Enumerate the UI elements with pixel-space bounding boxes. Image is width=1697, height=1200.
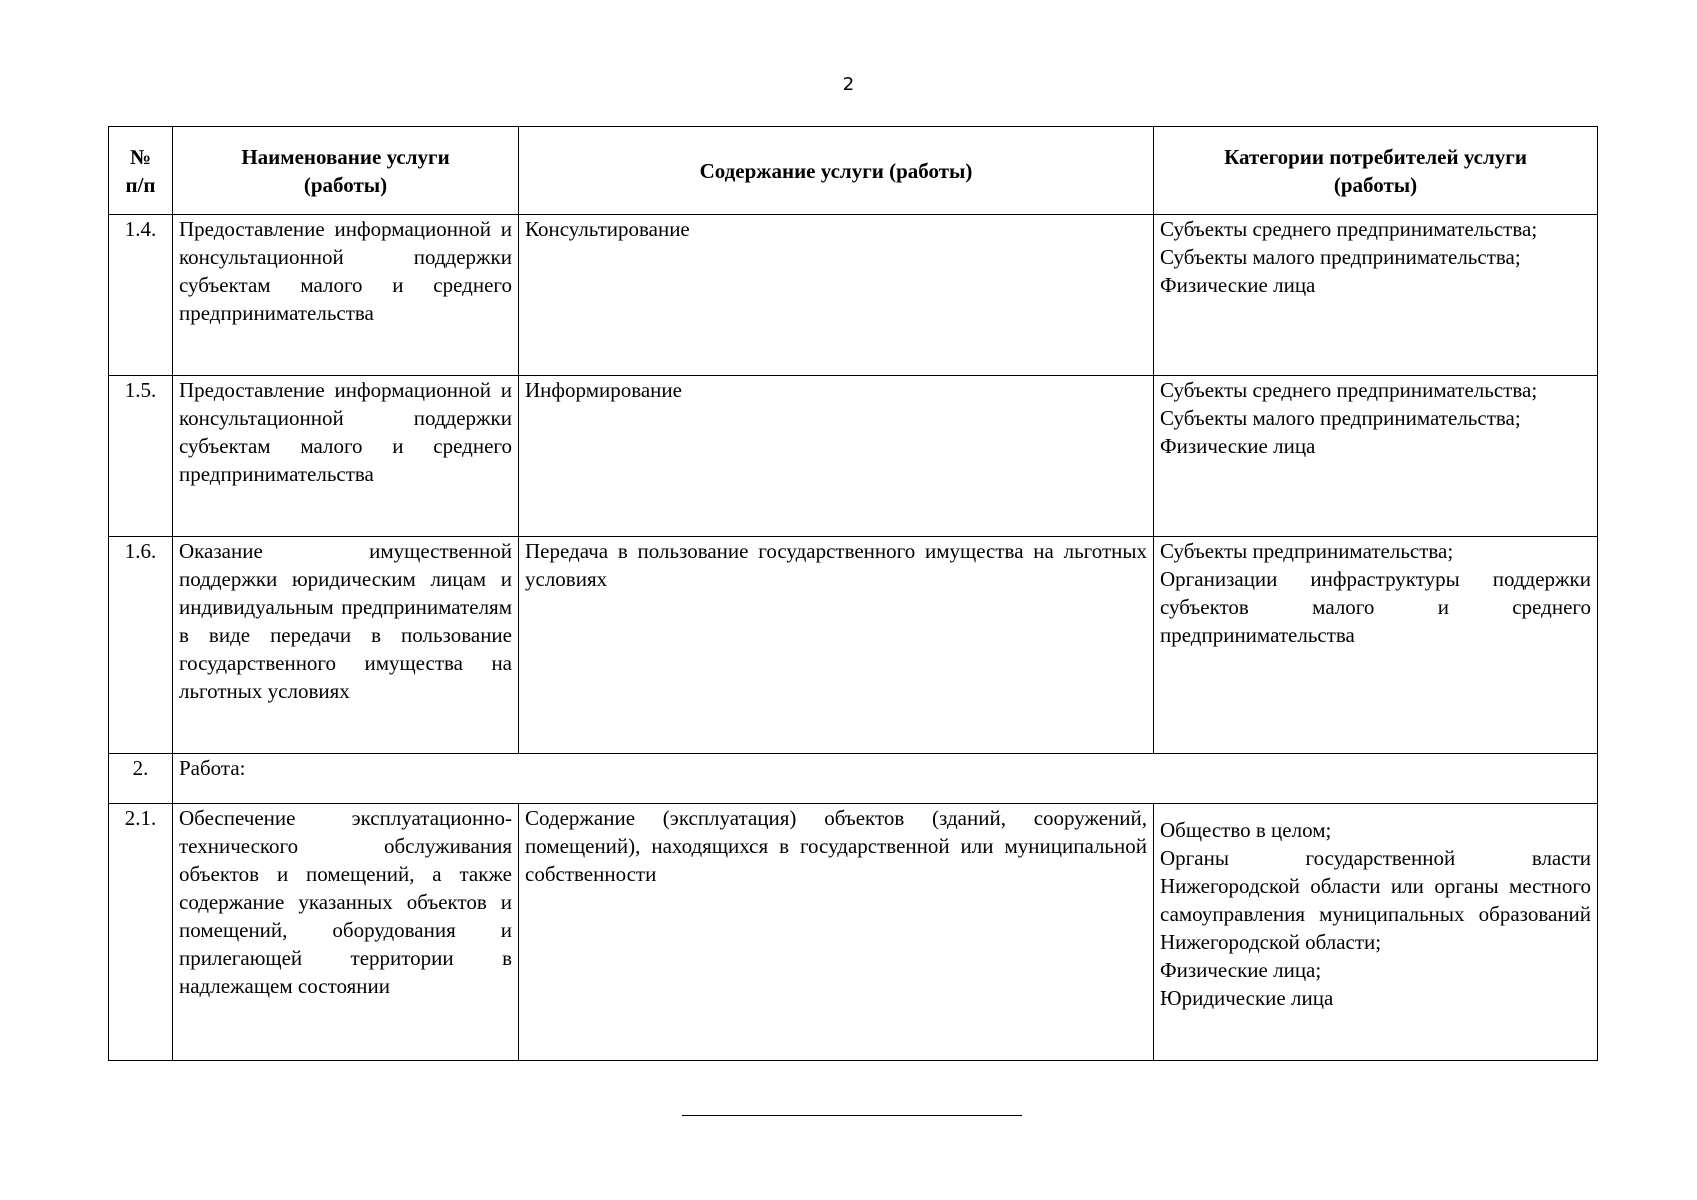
- row-number: 2.: [109, 754, 173, 804]
- service-consumers: [1154, 376, 1598, 537]
- header-num-line2: п/п: [125, 172, 156, 197]
- row-number: 1.6.: [109, 537, 173, 754]
- section-row: [109, 754, 1598, 804]
- service-name: Предоставление информационной и консультационной поддержки субъектам малого и среднего предпринимательства: [173, 376, 519, 537]
- consumer-item: Субъекты среднего предпринимательства;: [1160, 217, 1538, 241]
- service-name: Оказание имущественной поддержки юридическим лицам и индивидуальным предпринимателям в виде передачи в пользование государственного имущества на льготных условиях: [173, 537, 519, 754]
- table-row: [109, 376, 1598, 537]
- row-number: 1.5.: [109, 376, 173, 537]
- header-num: [109, 127, 173, 215]
- header-consumers-line2: (работы): [1333, 172, 1418, 197]
- consumer-item: Организации инфраструктуры поддержки субъектов малого и среднего предпринимательства: [1160, 567, 1591, 647]
- consumer-item: Физические лица;: [1160, 958, 1322, 982]
- service-content: Содержание (эксплуатация) объектов (зданий, сооружений, помещений), находящихся в государственной или муниципальной собственности: [519, 804, 1154, 1061]
- service-content: Консультирование: [519, 215, 1154, 376]
- row-number: 1.4.: [109, 215, 173, 376]
- consumer-item: Субъекты малого предпринимательства;: [1160, 245, 1521, 269]
- header-name-line2: (работы): [303, 172, 388, 197]
- service-content: Передача в пользование государственного имущества на льготных условиях: [519, 537, 1154, 754]
- footer-divider: [682, 1115, 1022, 1116]
- page-number: 2: [842, 74, 855, 95]
- service-consumers: [1154, 215, 1598, 376]
- table-row: [109, 215, 1598, 376]
- service-content: Информирование: [519, 376, 1154, 537]
- consumer-item: Субъекты предпринимательства;: [1160, 539, 1454, 563]
- header-name-line1: Наименование услуги: [241, 144, 450, 169]
- service-consumers: [1154, 537, 1598, 754]
- consumer-item: Общество в целом;: [1160, 818, 1332, 842]
- section-title: Работа:: [173, 754, 1598, 804]
- consumer-item: Субъекты среднего предпринимательства;: [1160, 378, 1538, 402]
- header-num-line1: №: [129, 144, 152, 169]
- header-consumers: [1154, 127, 1598, 215]
- table-row: [109, 537, 1598, 754]
- consumer-item: Физические лица: [1160, 273, 1316, 297]
- row-number: 2.1.: [109, 804, 173, 1061]
- services-table: [108, 126, 1598, 1061]
- header-row: [109, 127, 1598, 215]
- header-consumers-line1: Категории потребителей услуги: [1224, 144, 1527, 169]
- table-row: [109, 804, 1598, 1061]
- header-name: [173, 127, 519, 215]
- service-name: Предоставление информационной и консультационной поддержки субъектам малого и среднего предпринимательства: [173, 215, 519, 376]
- consumer-item: Физические лица: [1160, 434, 1316, 458]
- header-content: Содержание услуги (работы): [519, 127, 1154, 215]
- service-name: Обеспечение эксплуатационно-технического обслуживания объектов и помещений, а также содержание указанных объектов и помещений, оборудования и прилегающей территории в надлежащем состоянии: [173, 804, 519, 1061]
- consumer-item: Субъекты малого предпринимательства;: [1160, 406, 1521, 430]
- consumer-item: Юридические лица: [1160, 986, 1334, 1010]
- consumer-item: Органы государственной власти Нижегородской области или органы местного самоуправления муниципальных образований Нижегородской области;: [1160, 846, 1591, 954]
- service-consumers: [1154, 804, 1598, 1061]
